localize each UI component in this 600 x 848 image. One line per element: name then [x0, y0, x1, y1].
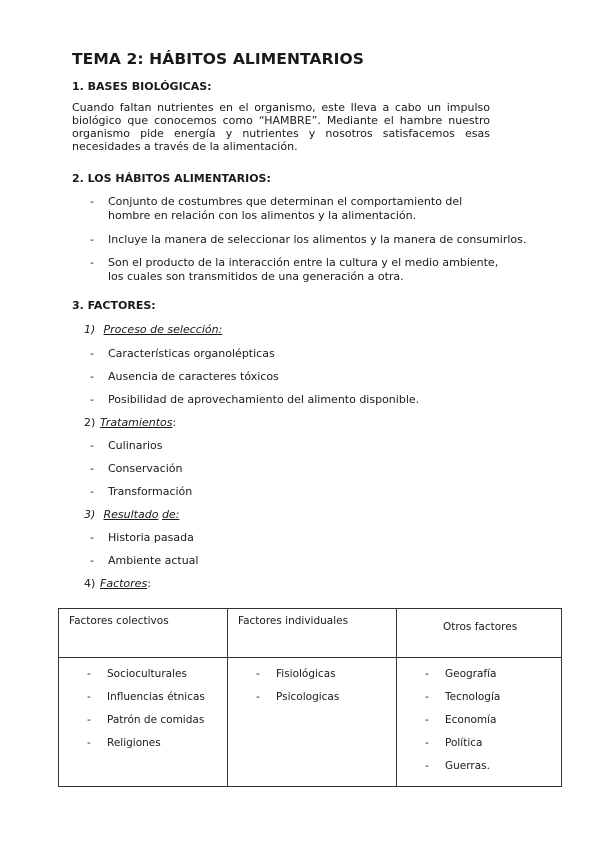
factor-group-4-heading	[84, 577, 151, 590]
bullet-dash: -	[425, 737, 429, 749]
bullet-dash: -	[90, 256, 94, 269]
section-2-heading: 2. LOS HÁBITOS ALIMENTARIOS:	[72, 172, 271, 185]
bullet-dash: -	[256, 691, 260, 703]
list-item-text: Conservación	[108, 462, 183, 475]
list-item-text: Historia pasada	[108, 531, 194, 544]
bullet-dash: -	[90, 554, 94, 567]
table-cell-collective	[59, 658, 228, 787]
bullet-dash: -	[90, 531, 94, 544]
table-item-text: Patrón de comidas	[107, 714, 205, 726]
list-item-text: Posibilidad de aprovechamiento del alimento disponible.	[108, 393, 420, 406]
table-item-text: Influencias étnicas	[107, 691, 205, 703]
table-header-row	[59, 609, 562, 658]
table-cell-individual	[228, 658, 397, 787]
table-item-text: Psicologicas	[276, 691, 340, 703]
factors-table	[58, 608, 562, 787]
table-row	[59, 658, 562, 787]
bullet-dash: -	[87, 691, 91, 703]
bullet-dash: -	[90, 347, 94, 360]
table-list-item	[59, 737, 227, 760]
table-list-item	[397, 691, 561, 714]
table-item-text: Tecnología	[445, 691, 501, 703]
table-list-item	[59, 714, 227, 737]
section-1-heading: 1. BASES BIOLÓGICAS:	[72, 80, 212, 93]
table-item-text: Política	[445, 737, 483, 749]
bullet-dash: -	[90, 233, 94, 246]
list-item-text: Ambiente actual	[108, 554, 199, 567]
list-item-text: Conjunto de costumbres que determinan el comportamiento del hombre en relación con los alimentos y la alimentación.	[108, 195, 463, 222]
table-list-item	[397, 668, 561, 691]
table-item-text: Fisiológicas	[276, 668, 336, 680]
bullet-dash: -	[425, 691, 429, 703]
section-1-paragraph: Cuando faltan nutrientes en el organismo, este lleva a cabo un impulso biológico que conocemos como “HAMBRE”. Mediante el hambre nuestro organismo pide energía y nutrientes y nosotros satisfacemos esas necesidades a través de la alimentación.	[72, 101, 490, 153]
group-label-2: de:	[161, 508, 180, 521]
table-list-item	[397, 737, 561, 760]
list-item-text: Transformación	[108, 485, 193, 498]
group-label: Proceso de selección:	[103, 323, 223, 336]
table-item-text: Guerras.	[445, 760, 490, 772]
table-list-item	[397, 714, 561, 737]
group-suffix: :	[172, 416, 177, 429]
table-list-item	[397, 760, 561, 783]
table-header-cell: Otros factores	[397, 609, 562, 658]
bullet-dash: -	[90, 462, 94, 475]
bullet-dash: -	[425, 668, 429, 680]
bullet-dash: -	[90, 393, 94, 406]
bullet-dash: -	[90, 370, 94, 383]
table-list-item	[59, 691, 227, 714]
bullet-dash: -	[87, 714, 91, 726]
factor-group-1-heading	[84, 323, 222, 336]
list-item-text: Ausencia de caracteres tóxicos	[108, 370, 279, 383]
table-item-text: Economía	[445, 714, 497, 726]
group-label: Tratamientos	[100, 416, 173, 429]
page-title: TEMA 2: HÁBITOS ALIMENTARIOS	[72, 50, 365, 68]
bullet-dash: -	[90, 439, 94, 452]
list-item-text: Culinarios	[108, 439, 163, 452]
group-number: 2)	[84, 416, 96, 429]
table-header-cell: Factores individuales	[228, 609, 397, 658]
bullet-dash: -	[87, 737, 91, 749]
list-item-text: Características organolépticas	[108, 347, 275, 360]
group-label: Factores	[100, 577, 148, 590]
list-item-text: Son el producto de la interacción entre la cultura y el medio ambiente, los cuales son transmitidos de una generación a otra.	[108, 256, 499, 283]
table-item-text: Geografía	[445, 668, 497, 680]
factor-group-3-heading	[84, 508, 179, 521]
table-list-item	[228, 691, 396, 714]
bullet-dash: -	[87, 668, 91, 680]
table-list-item	[228, 668, 396, 691]
table-cell-other	[397, 658, 562, 787]
group-label: Resultado	[103, 508, 159, 521]
table-header-cell: Factores colectivos	[59, 609, 228, 658]
group-number: 1)	[84, 323, 96, 336]
section-3-heading: 3. FACTORES:	[72, 299, 156, 312]
table-list-item	[59, 668, 227, 691]
group-suffix: :	[147, 577, 151, 590]
factor-group-2-heading	[84, 416, 176, 429]
table-item-text: Socioculturales	[107, 668, 187, 680]
bullet-dash: -	[256, 668, 260, 680]
bullet-dash: -	[90, 485, 94, 498]
group-number: 3)	[84, 508, 96, 521]
group-number: 4)	[84, 577, 96, 590]
bullet-dash: -	[425, 760, 429, 772]
bullet-dash: -	[90, 195, 94, 208]
bullet-dash: -	[425, 714, 429, 726]
table-item-text: Religiones	[107, 737, 161, 749]
list-item-text: Incluye la manera de seleccionar los alimentos y la manera de consumirlos.	[108, 233, 527, 246]
